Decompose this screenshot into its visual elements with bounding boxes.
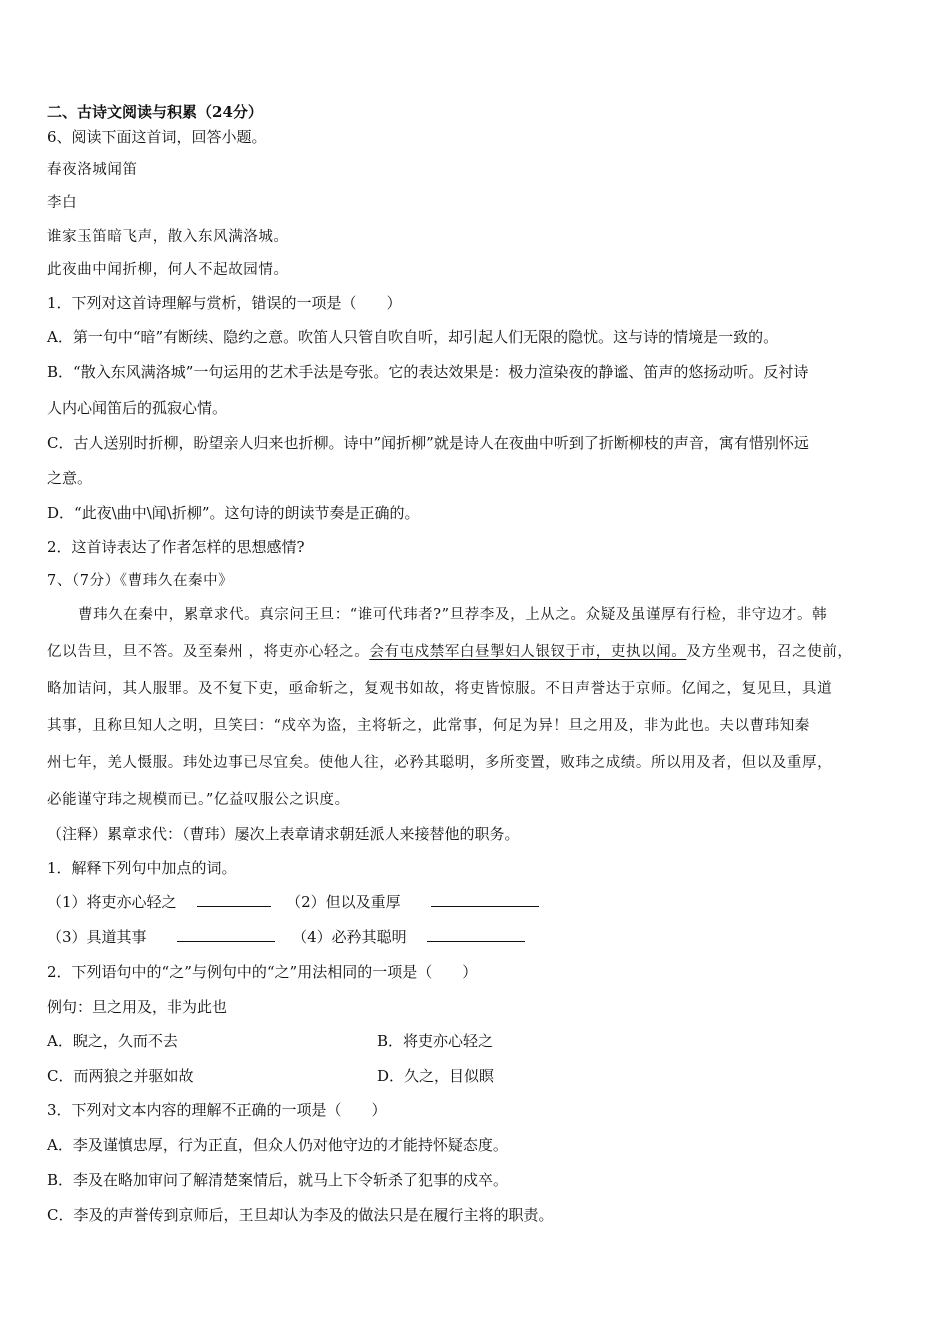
q7-sub-2-option-c: C．而两狼之并驱如故: [47, 1067, 194, 1085]
answer-blank-4[interactable]: [427, 927, 525, 942]
poem-title: 春夜洛城闻笛: [47, 162, 138, 178]
q6-question-2: 2．这首诗表达了作者怎样的思想感情?: [47, 538, 305, 556]
q7-passage-line-2: [47, 642, 853, 662]
q7-sub-3-option-c: C．李及的声誉传到京师后，王旦却认为李及的做法只是在履行主将的职责。: [47, 1206, 554, 1224]
q7-passage-line-2a: 亿以告旦，旦不答。及至秦州 ，将吏亦心轻之。: [47, 644, 370, 660]
q6-intro: 6、阅读下面这首词，回答小题。: [47, 128, 267, 146]
q7-sub-1-item-4: （4）必矜其聪明: [292, 928, 407, 946]
answer-blank-2[interactable]: [431, 892, 539, 907]
q7-intro: 7、（7分）《曹玮久在秦中》: [47, 573, 234, 589]
q6-option-c-line2: 之意。: [47, 469, 93, 487]
q7-sub-3-option-a: A．李及谨慎忠厚，行为正直，但众人仍对他守边的才能持怀疑态度。: [47, 1136, 508, 1154]
q7-sub-1: 1．解释下列句中加点的词。: [47, 859, 237, 877]
q6-option-b-line2: 人内心闻笛后的孤寂心情。: [47, 399, 228, 417]
q7-sub-1-items-row-1: [47, 892, 539, 912]
q7-passage-line-6: 必能谨守玮之规模而已。”亿益叹服公之识度。: [47, 792, 350, 808]
q7-passage-line-4: 其事，且称旦知人之明，旦笑曰：“戍卒为盗，主将斩之，此常事，何足为异！旦之用及，非为此也。夫以曹玮知秦: [47, 718, 811, 734]
q7-sub-1-item-1: （1）将吏亦心轻之: [47, 893, 177, 911]
q7-passage-line-5: 州七年，羌人慑服。玮处边事已尽宜矣。使他人往，必矜其聪明，多所变置，败玮之成绩。所以用及者，但以及重厚，: [47, 755, 833, 771]
q7-sub-1-item-2: （2）但以及重厚: [286, 893, 401, 911]
poem-line-2: 此夜曲中闻折柳，何人不起故园情。: [47, 262, 289, 278]
q6-option-d: D．“此夜\曲中\闻\折柳”。这句诗的朗读节奏是正确的。: [47, 504, 420, 522]
q7-note: （注释）累章求代：（曹玮）屡次上表章请求朝廷派人来接替他的职务。: [47, 825, 520, 843]
q7-sub-1-items-row-2: [47, 927, 525, 947]
q7-sub-2: 2．下列语句中的“之”与例句中的“之”用法相同的一项是（ ）: [47, 963, 478, 981]
q7-sub-2-option-d: D．久之，目似瞑: [377, 1067, 495, 1085]
q6-option-a: A．第一句中“暗”有断续、隐约之意。吹笛人只管自吹自听，却引起人们无限的隐忧。这与诗的情境是一致的。: [47, 328, 779, 346]
answer-blank-1[interactable]: [197, 892, 271, 907]
q7-sub-3-option-b: B．李及在略加审问了解清楚案情后，就马上下令斩杀了犯事的戍卒。: [47, 1171, 509, 1189]
q7-sub-1-item-3: （3）具道其事: [47, 928, 147, 946]
q7-sub-2-option-b: B．将吏亦心轻之: [377, 1032, 494, 1050]
poem-line-1: 谁家玉笛暗飞声，散入东风满洛城。: [47, 229, 289, 245]
q6-question-1: 1．下列对这首诗理解与赏析，错误的一项是（ ）: [47, 294, 402, 312]
q7-passage-underlined-sentence: 会有屯戍禁军白昼掣妇人银钗于市，吏执以闻。: [369, 644, 687, 660]
q7-passage-line-2b: 及方坐观书，召之使前，: [686, 644, 853, 660]
answer-blank-3[interactable]: [177, 927, 275, 942]
q7-sub-2-example: 例句：旦之用及，非为此也: [47, 998, 228, 1016]
q7-sub-3: 3．下列对文本内容的理解不正确的一项是（ ）: [47, 1101, 387, 1119]
q7-sub-2-option-a: A．睨之，久而不去: [47, 1032, 178, 1050]
section-title: 二、古诗文阅读与积累（24分）: [47, 103, 263, 121]
q7-passage-line-3: 略加诘问，其人服罪。及不复下吏，亟命斩之，复观书如故，将吏皆惊服。不日声誉达于京师。亿闻之，复见旦，具道: [47, 681, 833, 697]
q6-option-b-line1: B．“散入东风满洛城”一句运用的艺术手法是夸张。它的表达效果是：极力渲染夜的静谧、笛声的悠扬动听。反衬诗: [47, 363, 809, 381]
q7-passage-line-1: 曹玮久在秦中，累章求代。真宗问王旦：“谁可代玮者?”旦荐李及，上从之。众疑及虽谨厚有行检，非守边才。韩: [78, 607, 828, 623]
q6-option-c-line1: C．古人送别时折柳，盼望亲人归来也折柳。诗中”闻折柳”就是诗人在夜曲中听到了折断柳枝的声音，寓有惜别怀远: [47, 434, 809, 452]
poem-author: 李白: [47, 195, 78, 211]
